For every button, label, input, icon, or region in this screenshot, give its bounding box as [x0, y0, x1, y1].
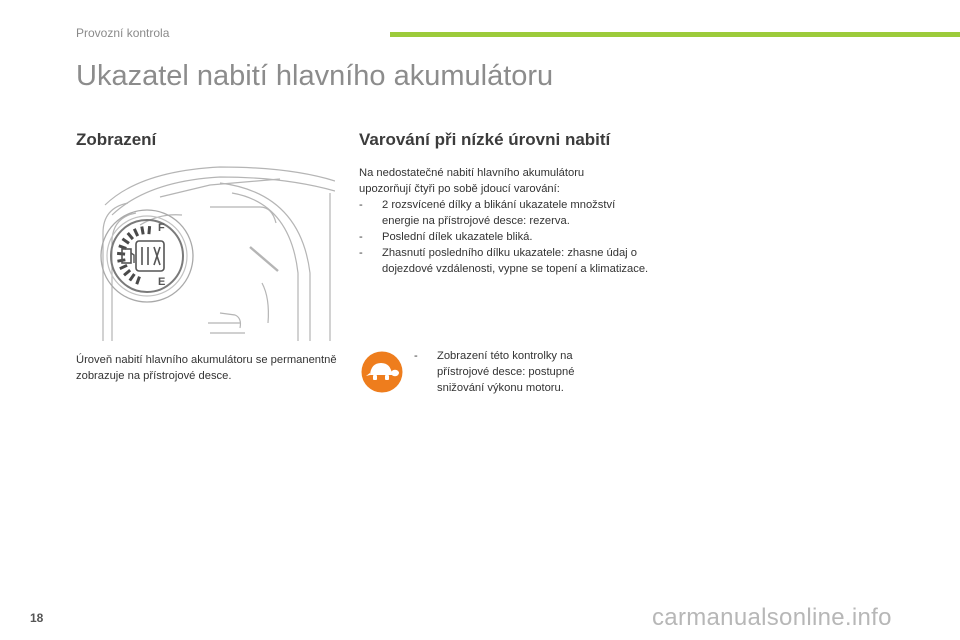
gauge-label-empty: E: [158, 276, 166, 288]
display-caption: Úroveň nabití hlavního akumulátoru se permanentně zobrazuje na přístrojové desce.: [76, 354, 337, 382]
warning-item-text: 2 rozsvícené dílky a blikání ukazatele množství energie na přístrojové desce: rezerva.: [382, 199, 616, 227]
bullet-dash: -: [359, 199, 363, 211]
warning-item-text: Zhasnutí posledního dílku ukazatele: zhasne údaj o dojezdové vzdálenosti, vypne se topení a klimatizace.: [382, 247, 649, 275]
turtle-warning-list: [414, 348, 614, 396]
warning-intro: Na nedostatečné nabití hlavního akumulátoru upozorňují čtyři po sobě jdoucí varování:: [359, 167, 585, 195]
instrument-panel-illustration: [100, 163, 335, 343]
turtle-item-text: Zobrazení této kontrolky na přístrojové desce: postupné snižování výkonu motoru.: [437, 350, 575, 394]
page-title: Ukazatel nabití hlavního akumulátoru: [76, 60, 554, 92]
bullet-dash: -: [414, 350, 418, 362]
warning-heading: Varování při nízké úrovni nabití: [359, 130, 611, 149]
page-number: 18: [30, 611, 44, 625]
bullet-dash: -: [359, 247, 363, 259]
watermark: carmanualsonline.info: [652, 604, 892, 631]
turtle-icon: [361, 351, 403, 393]
display-heading: Zobrazení: [76, 130, 157, 149]
warning-item-text: Poslední dílek ukazatele bliká.: [382, 231, 533, 243]
list-item: [359, 245, 649, 277]
list-item: [359, 197, 649, 229]
list-item: [359, 229, 649, 245]
section-header-label: Provozní kontrola: [76, 26, 170, 40]
bullet-dash: -: [359, 231, 363, 243]
header-accent-bar: [390, 32, 960, 37]
warning-list: [359, 197, 649, 277]
list-item: [414, 348, 614, 396]
gauge-label-full: F: [158, 222, 165, 234]
